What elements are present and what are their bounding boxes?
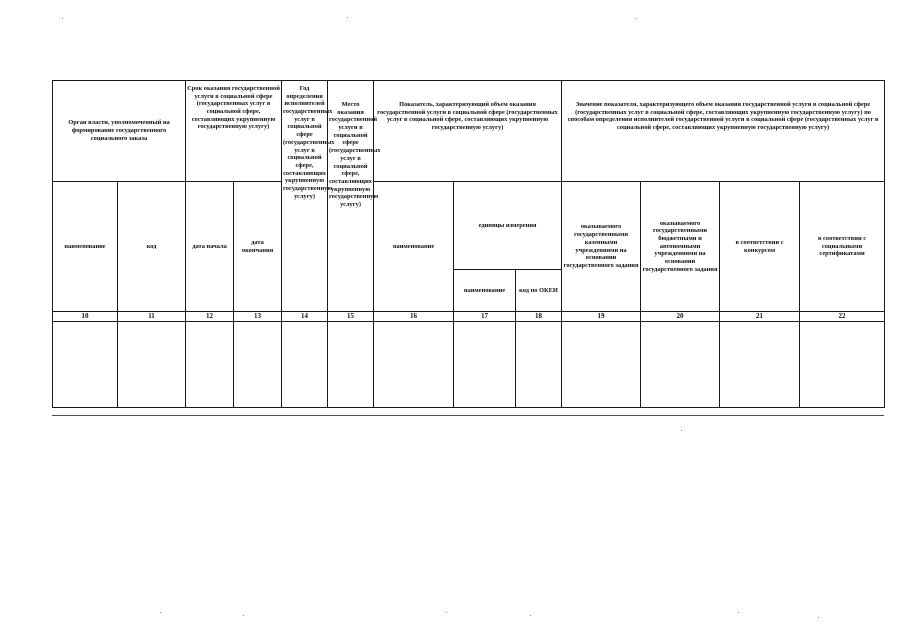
column-number: 12 [186, 312, 234, 322]
subheader-naimenovanie: наименование [53, 182, 118, 312]
header-organ: Орган власти, уполномоченный на формирование государственного социального заказа [53, 81, 186, 182]
empty-cell [374, 322, 454, 408]
scan-speck [62, 18, 63, 19]
indicator-table [52, 80, 885, 408]
subheader-data-nachala: дата начала [186, 182, 234, 312]
empty-cell [720, 322, 800, 408]
column-number: 15 [328, 312, 374, 322]
empty-cell [186, 322, 234, 408]
subheader-kazennye: оказываемого государственными казенными учреждениями на основании государственного задания [562, 182, 641, 312]
column-number: 18 [516, 312, 562, 322]
column-number: 16 [374, 312, 454, 322]
column-number: 22 [800, 312, 885, 322]
empty-cell [516, 322, 562, 408]
subheader-edinicy: единицы измерения [454, 182, 562, 270]
subheader-ed-kod: код по ОКЕИ [516, 270, 562, 312]
header-god: Год определения исполнителей государственных услуг в социальной сфере (государственных услуг в социальной сфере, составляющих укрупненную государственную услугу) [282, 81, 328, 312]
empty-cell [641, 322, 720, 408]
scan-speck [818, 617, 819, 618]
empty-cell [118, 322, 186, 408]
column-number: 21 [720, 312, 800, 322]
empty-cell [282, 322, 328, 408]
empty-cell [328, 322, 374, 408]
subheader-kod: код [118, 182, 186, 312]
scan-rule [52, 415, 884, 416]
header-pokazatel: Показатель, характеризующий объем оказания государственной услуги в социальной сфере (государственных услуг в социальной сфере, составляющих укрупненную государственную услугу) [374, 81, 562, 182]
subheader-data-okonchaniya: дата окончания [234, 182, 282, 312]
scan-speck [738, 612, 739, 613]
scan-speck [446, 612, 447, 613]
column-number: 13 [234, 312, 282, 322]
empty-cell [562, 322, 641, 408]
header-znachenie: Значение показателя, характеризующего объем оказания государственной услуги в социальной сфере (государственных услуг в социальной сфере, составляющих укрупненную государственную услугу) по способам определения исполнителей государственной услуги в социальной сфере (государственных услуг в социальной сфере, составляющих укрупненную государственную услугу) [562, 81, 885, 182]
header-mesto: Место оказания государственной услуги в социальной сфере (государственных услуг в социальной сфере, составляющих укрупненную государственную услугу) [328, 81, 374, 312]
subheader-sertifikaty: в соответствии с социальными сертификатами [800, 182, 885, 312]
empty-cell [53, 322, 118, 408]
scan-speck [636, 18, 637, 19]
column-number: 11 [118, 312, 186, 322]
scan-speck [347, 17, 348, 18]
scan-speck [681, 430, 682, 431]
header-srok: Срок оказания государственной услуги в социальной сфере (государственных услуг в социальной сфере, составляющих укрупненную государственную услугу) [186, 81, 282, 182]
scan-speck [243, 615, 244, 616]
subheader-konkurs: в соответствии с конкурсом [720, 182, 800, 312]
empty-cell [454, 322, 516, 408]
subheader-naimenovanie-pokazatelya: наименование [374, 182, 454, 312]
scan-speck [530, 615, 531, 616]
column-number: 17 [454, 312, 516, 322]
column-number: 10 [53, 312, 118, 322]
column-number: 20 [641, 312, 720, 322]
subheader-byudzhetnye: оказываемого государственными бюджетными и автономными учреждениями на основании государственного задания [641, 182, 720, 312]
scan-speck [160, 612, 161, 613]
column-number: 19 [562, 312, 641, 322]
empty-cell [800, 322, 885, 408]
empty-cell [234, 322, 282, 408]
subheader-ed-naimenovanie: наименование [454, 270, 516, 312]
column-number: 14 [282, 312, 328, 322]
